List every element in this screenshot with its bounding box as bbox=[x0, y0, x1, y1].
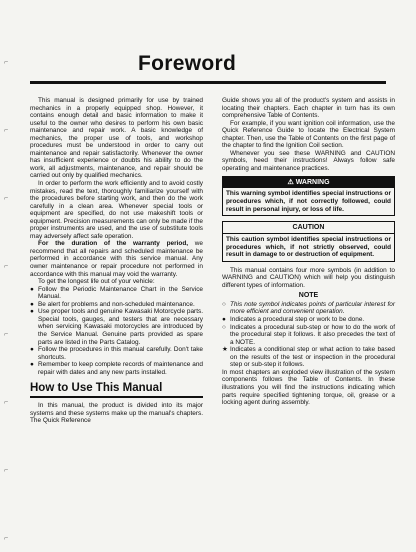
longest-life-paragraph: To get the longest life out of your vehicle: bbox=[38, 278, 155, 286]
exploded-view-paragraph: In most chapters an exploded view illustration of the system components follows the Table of Contents. In these illustrations you will find the instructions indicating which parts require specified tightening torque, oil, grease or a locking agent during assembly. bbox=[222, 368, 395, 407]
caution-text: This caution symbol identifies special instructions or procedures which, if not strictly observed, could result in damage to or destruction of equipment. bbox=[226, 236, 391, 259]
left-column bbox=[30, 97, 203, 425]
list-item: ○ This note symbol indicates points of particular interest for more efficient and convenient operation. bbox=[222, 300, 395, 316]
list-item: ● Follow the procedures in this manual carefully. Don't take shortcuts. bbox=[30, 346, 203, 361]
note-heading: NOTE bbox=[298, 292, 319, 300]
bullet-icon: ● bbox=[30, 346, 34, 354]
binder-hole-icon bbox=[4, 468, 9, 474]
list-item: ● Be alert for problems and non-scheduled maintenance. bbox=[30, 300, 195, 308]
guide-paragraph: Guide shows you all of the product's system and assists in locating their chapters. Each chapter in turn has its own comprehensive Table of Contents. bbox=[222, 97, 395, 120]
symbol-list bbox=[222, 301, 395, 369]
list-item: ★ Indicates a conditional step or what action to take based on the results of the test or inspection in the procedural step or sub-step it follows. bbox=[222, 346, 395, 369]
caution-box bbox=[222, 221, 395, 262]
bullet-icon: ● bbox=[30, 361, 34, 369]
intro-paragraph: This manual is designed primarily for use by trained mechanics in a properly equipped shop. However, it contains enough detail and basic information to make it useful to the owner who desires to perform his own basic maintenance and repair work. A basic knowledge of mechanics, the proper use of tools, and workshop procedures must be understood in order to carry out maintenance and repair satisfactorily. Whenever the owner has insufficient experience or doubts his ability to do the work, all adjustments, maintenance, and repair should be carried out only by qualified mechanics. bbox=[30, 97, 203, 180]
warning-box bbox=[222, 176, 395, 216]
more-symbols-paragraph: This manual contains four more symbols (in addition to WARNING and CAUTION) which will help you distinguish different types of information. bbox=[222, 266, 395, 289]
binder-hole-icon bbox=[4, 128, 9, 134]
warning-text: This warning symbol identifies special instructions or procedures which, if not correctly followed, could result in personal injury, or loss of life. bbox=[226, 190, 391, 213]
binder-hole-icon bbox=[4, 332, 9, 338]
binder-hole-icon bbox=[4, 264, 9, 270]
binder-hole-icon bbox=[4, 400, 9, 406]
page-title: Foreword bbox=[138, 52, 237, 75]
list-item: ● Remember to keep complete records of maintenance and repair with dates and any new parts installed. bbox=[30, 361, 203, 376]
tips-list bbox=[30, 286, 203, 377]
list-item: ○ Indicates a procedural sub-step or how to do the work of the procedural step it follows. It also precedes the text of a NOTE. bbox=[222, 323, 395, 346]
list-item: ● Indicates a procedural step or work to be done. bbox=[222, 316, 365, 324]
binder-hole-icon bbox=[4, 536, 9, 542]
bullet-icon: ● bbox=[30, 285, 34, 293]
binder-hole-icon bbox=[4, 196, 9, 202]
section-heading: How to Use This Manual bbox=[30, 382, 203, 398]
open-circle-icon: ○ bbox=[222, 300, 226, 308]
right-column bbox=[222, 97, 395, 407]
bullet-icon: ● bbox=[30, 308, 34, 316]
list-item: ● Use proper tools and genuine Kawasaki Motorcycle parts. Special tools, gauges, and testers that are necessary when servicing Kawasaki motorcycles are introduced by the Service Manual. Genuine parts provided as spare parts are listed in the Parts Catalog. bbox=[30, 308, 203, 346]
warranty-lead: For the duration of the warranty period, bbox=[38, 240, 189, 248]
filled-circle-icon: ● bbox=[222, 316, 226, 324]
list-item: ● Follow the Periodic Maintenance Chart in the Service Manual. bbox=[30, 285, 203, 301]
open-circle-icon: ○ bbox=[222, 323, 226, 331]
binder-hole-icon bbox=[4, 60, 9, 66]
title-rule bbox=[30, 81, 386, 84]
example-paragraph: For example, if you want ignition coil information, use the Quick Reference Guide to locate the Electrical System chapter. Then, use the Table of Contents on the first page of the chapter to find the Ignition Coil section. bbox=[222, 119, 395, 150]
warranty-text: we recommend that all repairs and scheduled maintenance be performed in accordance with this service manual. Any owner maintenance or repair procedure not performed in accordance with this manual may void the warranty. bbox=[30, 240, 203, 278]
star-icon: ★ bbox=[222, 346, 228, 354]
efficiency-paragraph: In order to perform the work efficiently and to avoid costly mistakes, read the text, thoroughly familiarize yourself with the procedures before starting work, and then do the work carefully in a clean area. Whenever special tools or equipment are specified, do not use makeshift tools or equipment. Precision measurements can only be made if the proper instruments are used, and the use of substitute tools may adversely affect safe operation. bbox=[30, 180, 203, 240]
caution-label: CAUTION bbox=[223, 222, 394, 234]
warranty-paragraph bbox=[30, 240, 203, 278]
how-to-use-paragraph: In this manual, the product is divided into its major systems and these systems make up the manual's chapters. The Quick Reference bbox=[30, 402, 203, 425]
warning-label: ⚠ WARNING bbox=[223, 177, 394, 188]
symbols-paragraph: Whenever you see these WARNING and CAUTION symbols, heed their instructions! Always follow safe operating and maintenance practices. bbox=[222, 149, 395, 172]
bullet-icon: ● bbox=[30, 300, 34, 308]
